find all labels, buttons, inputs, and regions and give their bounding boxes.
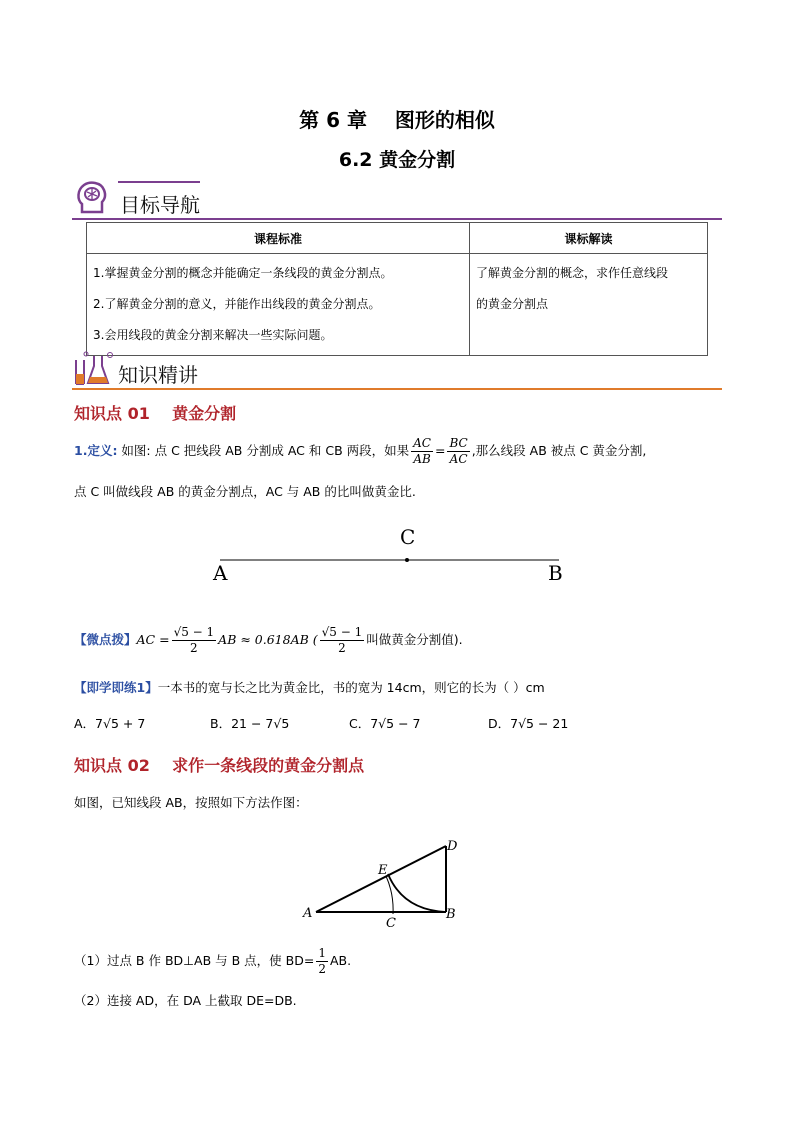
- kp1-definition: [74, 432, 646, 470]
- tip-fraction: [172, 625, 217, 656]
- step1-text-a: （1）过点 B 作 BD⊥AB 与 B 点，使 BD=: [74, 953, 315, 968]
- interpretation-header: 课标解读: [470, 223, 708, 254]
- banner-underline-top: [118, 181, 200, 183]
- banner-target-nav: [72, 180, 722, 220]
- step1-fraction: [316, 946, 328, 977]
- definition-line-2: 点 C 叫做线段 AB 的黄金分割点，AC 与 AB 的比叫做黄金比.: [74, 484, 416, 499]
- tip-mid: AB ≈ 0.618AB (: [218, 632, 318, 647]
- kp1-title: 知识点 01 黄金分割: [74, 404, 237, 423]
- tip-frac2-num: √5 − 1: [321, 625, 363, 639]
- flask-icon: [72, 350, 116, 386]
- fraction-ac-ab: [411, 436, 433, 467]
- tip-frac-den: 2: [190, 641, 198, 655]
- arc-de: [388, 874, 446, 912]
- kp2-intro: 如图，已知线段 AB，按照如下方法作图：: [74, 795, 308, 810]
- label-b: B: [548, 561, 563, 585]
- frac1-num: AC: [413, 436, 431, 450]
- banner-knowledge-rule: [72, 388, 722, 390]
- tip-end: 叫做黄金分割值).: [366, 632, 463, 647]
- label-b: B: [446, 907, 456, 922]
- standards-cell: [87, 254, 470, 356]
- tip-label: 【微点拨】: [74, 632, 137, 647]
- option-a: A．7√5 + 7: [74, 716, 146, 731]
- tip-frac2-den: 2: [338, 641, 346, 655]
- kp1-exercise: [74, 678, 545, 696]
- label-a: A: [213, 561, 228, 585]
- tip-fraction-2: [320, 625, 365, 656]
- step1-frac-num: 1: [318, 946, 326, 960]
- standards-table: [86, 222, 708, 356]
- banner-knowledge: [72, 350, 722, 390]
- kp1-tip: [74, 622, 463, 658]
- frac2-den: AC: [449, 452, 468, 466]
- label-c: C: [386, 916, 396, 931]
- standards-item: 1.掌握黄金分割的概念并能确定一条线段的黄金分割点。: [93, 266, 393, 280]
- tip-lhs: AC =: [136, 632, 170, 647]
- point-c-dot: [405, 558, 409, 562]
- kp2-title: 知识点 02 求作一条线段的黄金分割点: [74, 756, 365, 775]
- definition-label: 1.定义:: [74, 443, 118, 458]
- step1-text-b: AB.: [329, 953, 352, 968]
- definition-text-b: ,那么线段 AB 被点 C 黄金分割,: [471, 443, 647, 458]
- banner-target-nav-rule: [72, 218, 722, 220]
- interpretation-line: 的黄金分割点: [476, 297, 549, 311]
- standards-item: 3.会用线段的黄金分割来解决一些实际问题。: [93, 328, 333, 342]
- segment-figure: [205, 520, 575, 590]
- option-c: C．7√5 − 7: [349, 716, 421, 731]
- banner-target-nav-title: 目标导航: [120, 193, 200, 217]
- label-e: E: [378, 863, 388, 878]
- standards-header: 课程标准: [87, 223, 470, 254]
- chapter-title: 第 6 章 图形的相似: [299, 108, 495, 132]
- frac1-den: AB: [413, 452, 431, 466]
- kp2-step-2: （2）连接 AD，在 DA 上截取 DE=DB.: [74, 993, 297, 1008]
- label-c: C: [400, 525, 416, 549]
- frac2-num: BC: [449, 436, 468, 450]
- label-d: D: [447, 839, 458, 854]
- standards-item: 2.了解黄金分割的意义，并能作出线段的黄金分割点。: [93, 297, 381, 311]
- equals-sign: =: [434, 443, 446, 458]
- label-a: A: [303, 906, 313, 921]
- definition-text-a: 如图: 点 C 把线段 AB 分割成 AC 和 CB 两段，如果: [117, 443, 410, 458]
- option-d: D．7√5 − 21: [488, 716, 569, 731]
- exercise-label: 【即学即练1】: [74, 680, 158, 695]
- brain-head-icon: [74, 180, 110, 216]
- step1-frac-den: 2: [318, 962, 326, 976]
- option-b: B．21 − 7√5: [210, 716, 290, 731]
- triangle-figure: [298, 834, 468, 934]
- segment-ad: [316, 846, 446, 912]
- interpretation-line: 了解黄金分割的概念，求作任意线段: [476, 266, 669, 280]
- kp2-step-1: [74, 944, 351, 978]
- interpretation-cell: [470, 254, 708, 356]
- tip-frac-num: √5 − 1: [173, 625, 215, 639]
- section-title: 6.2 黄金分割: [338, 149, 456, 171]
- banner-knowledge-title: 知识精讲: [118, 363, 198, 387]
- fraction-bc-ac: [447, 436, 469, 467]
- exercise-text: 一本书的宽与长之比为黄金比，书的宽为 14cm，则它的长为（ ）cm: [157, 680, 545, 695]
